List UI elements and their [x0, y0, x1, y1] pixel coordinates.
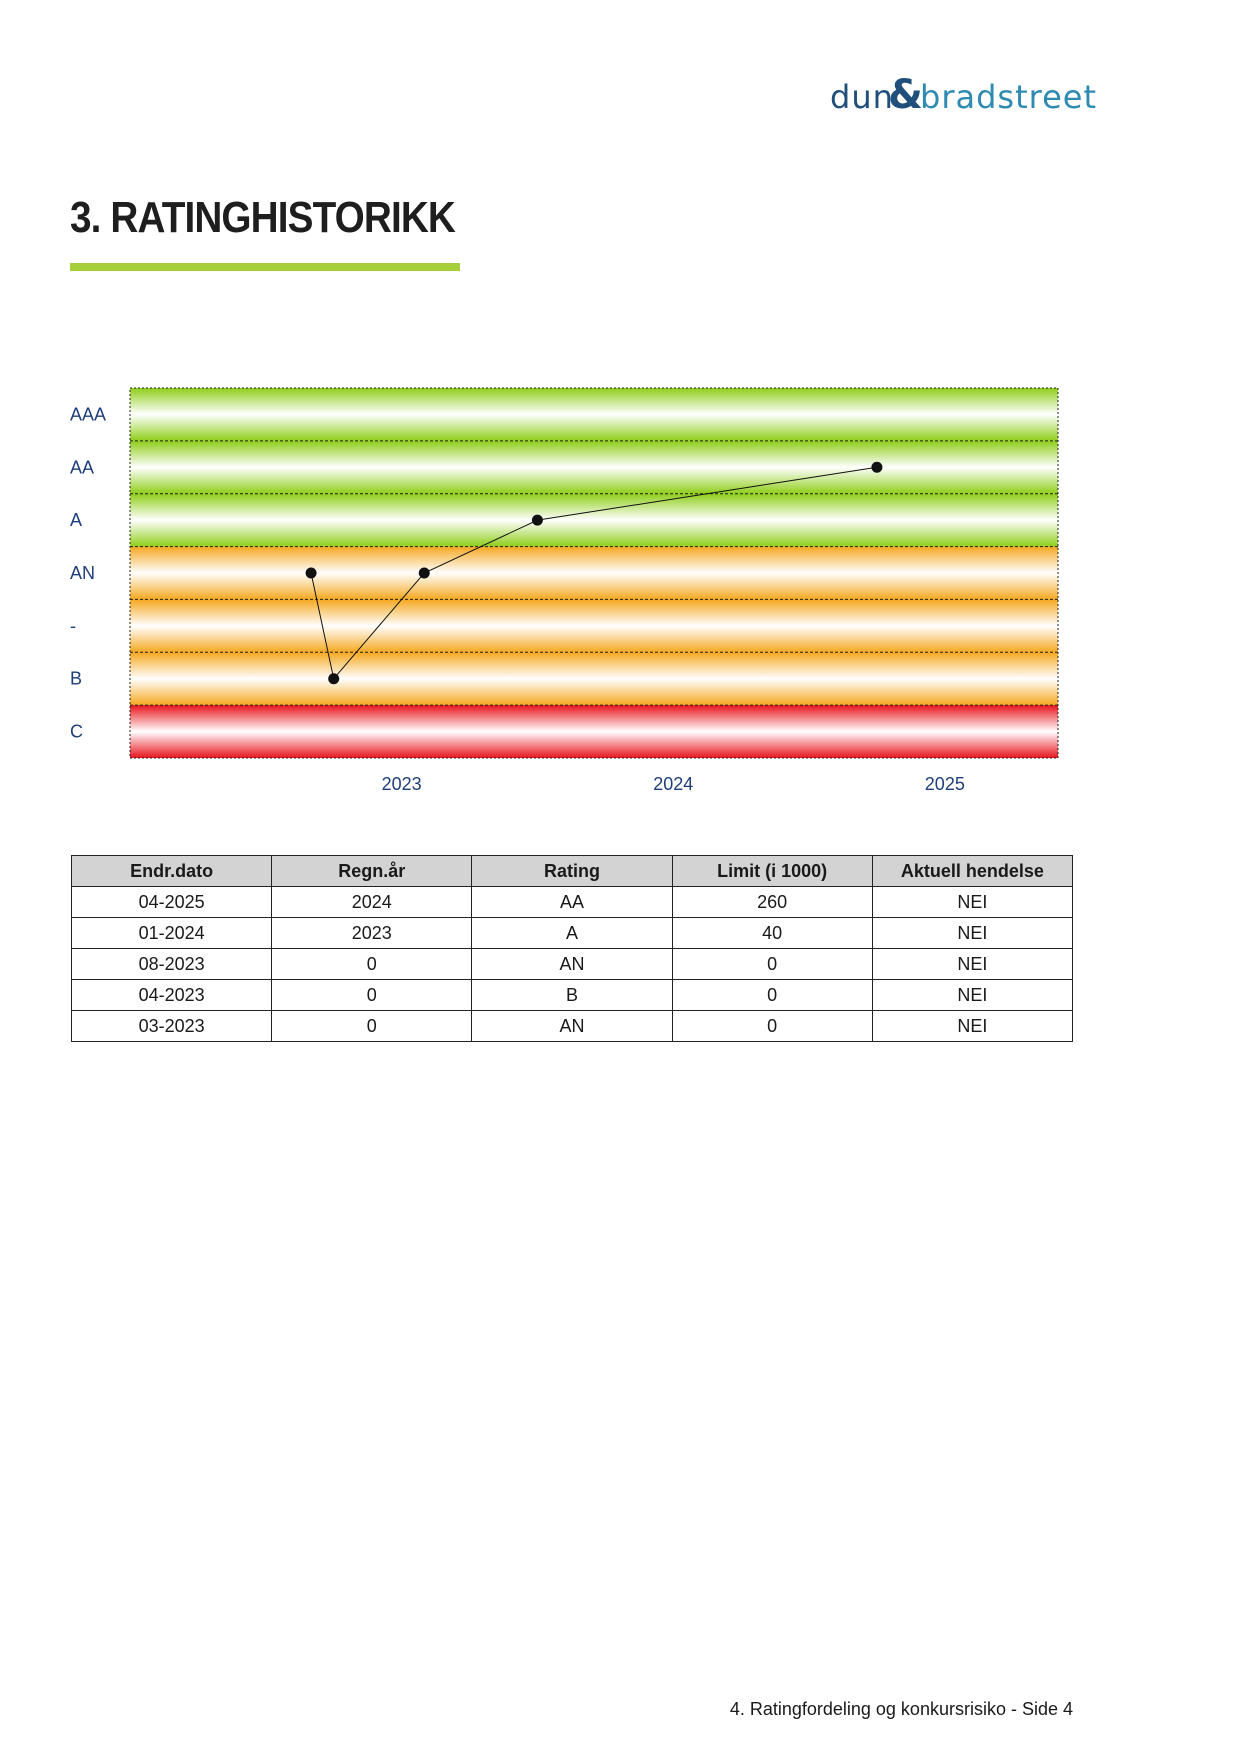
- table-row: [72, 1011, 1073, 1042]
- rating-band-amber: [130, 652, 1058, 705]
- rating-history-table: [71, 855, 1073, 1042]
- table-cell: B: [472, 980, 672, 1011]
- title-underline: [70, 263, 460, 271]
- table-cell: 0: [672, 980, 872, 1011]
- y-tick-label: B: [70, 668, 83, 689]
- column-header: Regn.år: [272, 856, 472, 887]
- column-header: Rating: [472, 856, 672, 887]
- table-cell: 2023: [272, 918, 472, 949]
- table-cell: 0: [272, 1011, 472, 1042]
- y-tick-label: AAA: [70, 404, 107, 425]
- rating-band-amber: [130, 547, 1058, 600]
- y-tick-label: C: [70, 721, 83, 742]
- rating-point: [306, 568, 317, 579]
- page-title: 3. RATINGHISTORIKK: [70, 193, 456, 242]
- table-cell: NEI: [872, 1011, 1072, 1042]
- column-header: Endr.dato: [72, 856, 272, 887]
- rating-band-green: [130, 494, 1058, 547]
- rating-band-amber: [130, 599, 1058, 652]
- table-cell: 260: [672, 887, 872, 918]
- logo-ampersand: &: [888, 72, 923, 118]
- rating-band-green: [130, 441, 1058, 494]
- x-tick-label: 2025: [924, 774, 965, 794]
- table-cell: NEI: [872, 949, 1072, 980]
- rating-band-green: [130, 388, 1058, 441]
- table-cell: 2024: [272, 887, 472, 918]
- logo-text-bradstreet: bradstreet: [920, 78, 1097, 116]
- brand-logo: [830, 72, 1097, 122]
- page-footer: 4. Ratingfordeling og konkursrisiko - Side 4: [729, 1699, 1073, 1719]
- table-cell: A: [472, 918, 672, 949]
- table-cell: 03-2023: [72, 1011, 272, 1042]
- y-tick-label: AN: [70, 563, 96, 583]
- table-cell: 08-2023: [72, 949, 272, 980]
- y-tick-label: AA: [70, 457, 95, 478]
- table-cell: AN: [472, 949, 672, 980]
- table-cell: AA: [472, 887, 672, 918]
- table-cell: 0: [272, 980, 472, 1011]
- rating-point: [419, 568, 430, 579]
- table-header-row: [72, 856, 1073, 887]
- logo-text-dun: dun: [830, 78, 894, 116]
- table-cell: NEI: [872, 980, 1072, 1011]
- y-tick-label: -: [70, 615, 76, 636]
- table-cell: NEI: [872, 887, 1072, 918]
- table-row: [72, 980, 1073, 1011]
- column-header: Aktuell hendelse: [872, 856, 1072, 887]
- rating-history-chart: [60, 380, 1080, 820]
- rating-point: [532, 515, 543, 526]
- table-cell: 04-2023: [72, 980, 272, 1011]
- table-cell: 01-2024: [72, 918, 272, 949]
- table-cell: 0: [272, 949, 472, 980]
- rating-band-red: [130, 705, 1058, 758]
- table-row: [72, 949, 1073, 980]
- x-tick-label: 2024: [653, 774, 694, 794]
- rating-point: [871, 462, 882, 473]
- table-cell: 40: [672, 918, 872, 949]
- table-cell: 04-2025: [72, 887, 272, 918]
- rating-point: [328, 673, 339, 684]
- y-tick-label: A: [70, 510, 83, 531]
- table-cell: AN: [472, 1011, 672, 1042]
- table-cell: NEI: [872, 918, 1072, 949]
- x-tick-label: 2023: [381, 774, 422, 794]
- table-row: [72, 887, 1073, 918]
- table-cell: 0: [672, 949, 872, 980]
- table-row: [72, 918, 1073, 949]
- column-header: Limit (i 1000): [672, 856, 872, 887]
- table-cell: 0: [672, 1011, 872, 1042]
